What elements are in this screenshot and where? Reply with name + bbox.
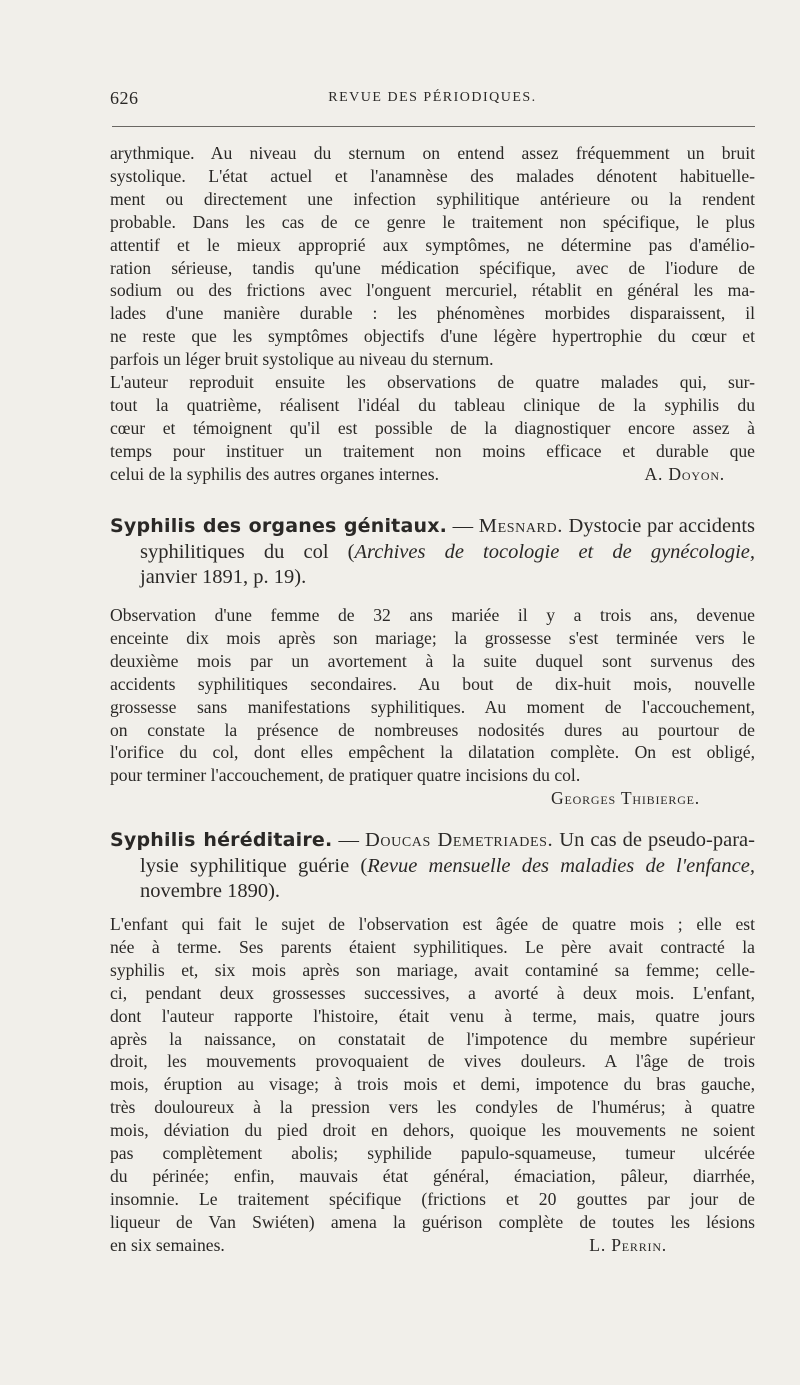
text-line: très douloureux à la pression vers les condyles de l'humérus; à quatre <box>110 1097 755 1118</box>
text-line: ci, pendant deux grossesses successives, a avorté à deux mois. L'enfant, <box>110 982 755 1003</box>
text-line: sodium ou des frictions avec l'onguent mercuriel, rétablit en général les ma- <box>110 280 755 301</box>
article-2-dash: — <box>332 829 365 851</box>
article-2-subject: Syphilis héréditaire. <box>110 829 333 851</box>
text-line: tout la quatrième, réalisent l'idéal du tableau clinique de la syphilis du <box>110 394 755 415</box>
text-line: probable. Dans les cas de ce genre le traitement non spécifique, le plus <box>110 211 755 232</box>
text-line: pour terminer l'accouchement, de pratiquer quatre incisions du col. <box>110 765 581 786</box>
article-2-signature: L. Perrin. <box>589 1234 667 1255</box>
text-line: ment ou directement une infection syphilitique antérieure ou la rendent <box>110 188 755 209</box>
article-1-date: janvier 1891, p. 19). <box>140 566 307 588</box>
article-2-body <box>110 913 755 1257</box>
article-1-title-line2: syphilitiques du col ( <box>140 540 355 563</box>
running-title: REVUE DES PÉRIODIQUES. <box>328 90 537 105</box>
text-line: arythmique. Au niveau du sternum on entend assez fréquemment un bruit <box>110 143 755 163</box>
article-2-date: novembre 1890). <box>140 880 281 902</box>
continuation-paragraph-1 <box>110 142 755 371</box>
article-1-dash: — <box>447 515 479 537</box>
text-line: née à terme. Ses parents étaient syphilitiques. Le père avait contracté la <box>110 936 755 957</box>
text-line: du périnée; enfin, mauvais état général, émaciation, pâleur, diarrhée, <box>110 1165 755 1186</box>
text-line: parfois un léger bruit systolique au niveau du sternum. <box>110 349 494 370</box>
text-line: cœur et témoignent qu'il est possible de la diagnostiquer encore assez à <box>110 417 755 438</box>
page-number: 626 <box>110 88 139 108</box>
running-head <box>110 88 755 112</box>
continuation-paragraph-2 <box>110 371 755 486</box>
text-line: L'enfant qui fait le sujet de l'observation est âgée de quatre mois ; elle est <box>110 914 755 934</box>
text-line: grossesse sans manifestations syphilitiques. Au moment de l'accouchement, <box>110 696 755 717</box>
text-line: celui de la syphilis des autres organes internes. <box>110 463 439 484</box>
text-line: liqueur de Van Swiéten) amena la guérison complète de toutes les lésions <box>110 1211 755 1232</box>
article-2-author: Doucas Demetriades. <box>365 829 554 851</box>
article-1-subject: Syphilis des organes génitaux. <box>110 515 448 537</box>
continuation-text <box>110 142 755 486</box>
article-1-signature: Georges Thibierge. <box>551 788 700 809</box>
text-line: insomnie. Le traitement spécifique (frictions et 20 gouttes par jour de <box>110 1188 755 1209</box>
article-1-author: Mesnard. <box>478 515 563 537</box>
article-2-closing-line <box>110 1234 755 1257</box>
text-line: droit, les mouvements provoquaient de vives douleurs. A l'âge de trois <box>110 1051 755 1072</box>
text-line: L'auteur reproduit ensuite les observations de quatre malades qui, sur- <box>110 372 755 393</box>
text-line: temps pour instituer un traitement non moins efficace et durable que <box>110 440 755 461</box>
article-2-paragraph <box>110 913 755 1234</box>
article-1-paragraph <box>110 604 755 787</box>
text-line: systolique. L'état actuel et l'anamnèse des malades dénotent habituelle- <box>110 165 755 186</box>
text-line-with-signature <box>110 463 755 486</box>
article-1-heading <box>110 514 755 591</box>
text-line: lades d'une manière durable : les phénomènes morbides disparaissent, il <box>110 303 755 324</box>
text-line: pas complètement abolis; syphilide papulo-squameuse, tumeur ulcérée <box>110 1143 755 1164</box>
text-line: attentif et le mieux approprié aux symptômes, ne détermine pas d'amélio- <box>110 234 755 255</box>
text-line: Observation d'une femme de 32 ans mariée il y a trois ans, devenue <box>110 605 755 625</box>
article-1-title: Dystocie par accidents <box>562 515 756 537</box>
text-line: enceinte dix mois après son mariage; la grossesse s'est terminée vers le <box>110 627 755 648</box>
article-1-body <box>110 604 755 810</box>
text-line: deuxième mois par un avortement à la suite duquel sont survenus des <box>110 650 755 671</box>
text-line: dont l'auteur rapporte l'histoire, était venu à terme, mais, quatre jours <box>110 1005 755 1026</box>
article-1-source: Archives de tocologie et de gynécologie, <box>354 540 755 563</box>
article-2-heading <box>110 828 755 905</box>
text-line: l'orifice du col, dont elles empêchent la dilatation complète. On est obligé, <box>110 742 755 763</box>
text-line: mois, éruption au visage; à trois mois et demi, impotence du bras gauche, <box>110 1074 755 1095</box>
text-line: on constate la présence de nombreuses nodosités dures au pourtour de <box>110 719 755 740</box>
article-2-last-line: en six semaines. <box>110 1234 225 1255</box>
text-line: accidents syphilitiques secondaires. Au bout de dix-huit mois, nouvelle <box>110 673 755 694</box>
continuation-signature: A. Doyon. <box>644 463 725 484</box>
article-2-title-line2: lysie syphilitique guérie ( <box>140 854 368 877</box>
text-line: après la naissance, on constatait de l'impotence du membre supérieur <box>110 1028 755 1049</box>
article-2-source: Revue mensuelle des maladies de l'enfance, <box>367 854 756 877</box>
text-line: mois, déviation du pied droit en dehors, quoique les mouvements ne soient <box>110 1120 755 1141</box>
text-line: ne reste que les symptômes objectifs d'une légère hypertrophie du cœur et <box>110 326 755 347</box>
article-2-title: Un cas de pseudo-para- <box>553 829 755 851</box>
text-line: ration sérieuse, tandis qu'une médication spécifique, avec de l'iodure de <box>110 257 755 278</box>
text-line: syphilis et, six mois après son mariage, avait contaminé sa femme; celle- <box>110 959 755 980</box>
header-rule <box>112 126 755 127</box>
